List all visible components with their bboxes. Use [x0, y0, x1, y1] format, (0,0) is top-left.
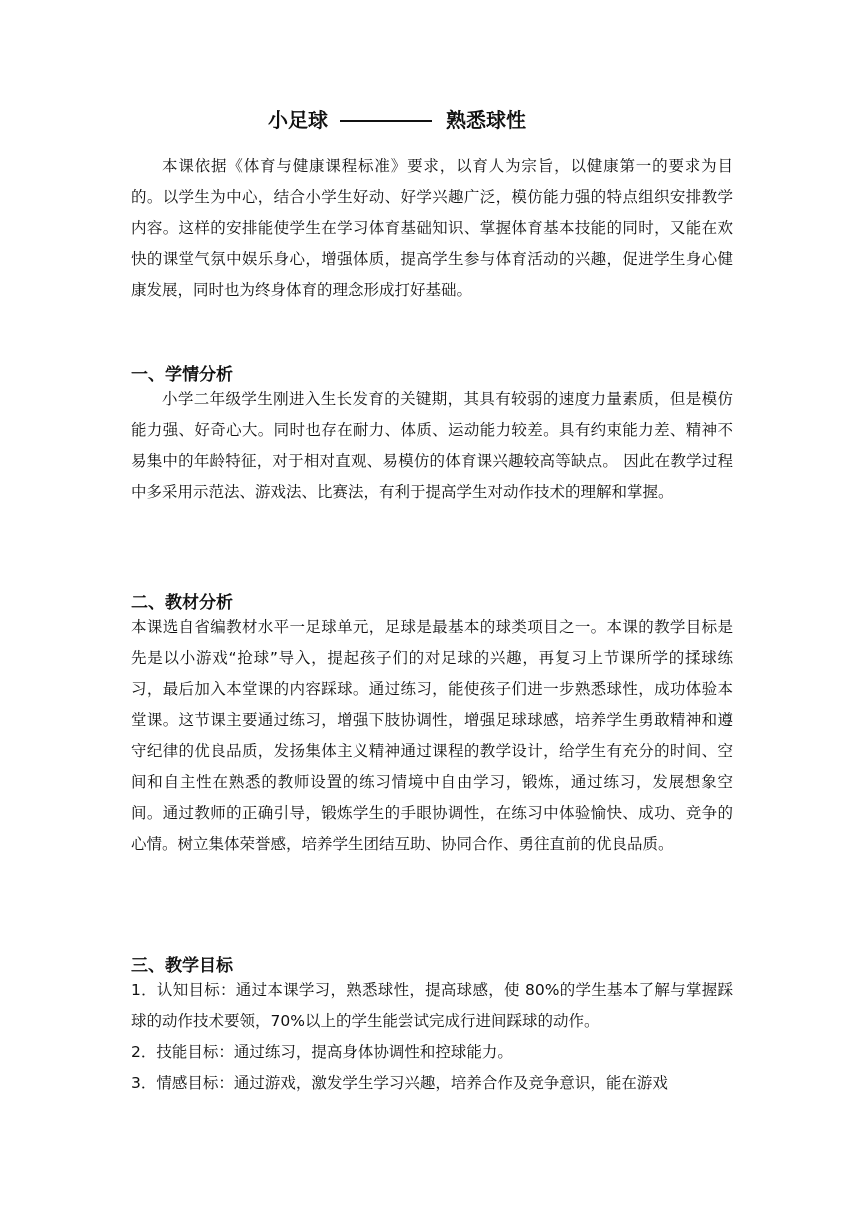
teaching-goal-emotional: 3．情感目标：通过游戏，激发学生学习兴趣，培养合作及竞争意识，能在游戏: [131, 1074, 668, 1092]
section-heading-learner-analysis: 一、学情分析: [131, 365, 233, 385]
section-heading-material-analysis: 二、教材分析: [131, 593, 233, 613]
document-title: [0, 104, 794, 136]
learner-analysis-paragraph: 小学二年级学生刚进入生长发育的关键期，其具有较弱的速度力量素质，但是模仿能力强、好奇心大。同时也存在耐力、体质、运动能力较差。具有约束能力差、精神不易集中的年龄特征，对于相对直观、易模仿的体育课兴趣较高等缺点。 因此在教学过程中多采用示范法、游戏法、比赛法，有利于提高学生对动作技术的理解和掌握。: [131, 390, 733, 501]
teaching-goal-cognitive: 1．认知目标：通过本课学习，熟悉球性，提高球感，使 80%的学生基本了解与掌握踩球的动作技术要领，70%以上的学生能尝试完成行进间踩球的动作。: [131, 981, 733, 1030]
section-heading-teaching-goals: 三、教学目标: [131, 956, 233, 976]
title-dash: [340, 120, 432, 122]
title-right: 熟悉球性: [446, 108, 526, 132]
teaching-goal-skill: 2．技能目标：通过练习，提高身体协调性和控球能力。: [131, 1043, 513, 1061]
material-analysis-paragraph: 本课选自省编教材水平一足球单元，足球是最基本的球类项目之一。本课的教学目标是先是以小游戏“抢球”导入，提起孩子们的对足球的兴趣，再复习上节课所学的揉球练习，最后加入本堂课的内容踩球。通过练习，能使孩子们进一步熟悉球性，成功体验本堂课。这节课主要通过练习，增强下肢协调性，增强足球球感，培养学生勇敢精神和遵守纪律的优良品质，发扬集体主义精神通过课程的教学设计，给学生有充分的时间、空间和自主性在熟悉的教师设置的练习情境中自由学习，锻炼，通过练习，发展想象空间。通过教师的正确引导，锻炼学生的手眼协调性，在练习中体验愉快、成功、竞争的心情。树立集体荣誉感，培养学生团结互助、协同合作、勇往直前的优良品质。: [131, 618, 733, 853]
title-left: 小足球: [268, 108, 328, 132]
intro-paragraph: 本课依据《体育与健康课程标准》要求，以育人为宗旨，以健康第一的要求为目的。以学生为中心，结合小学生好动、好学兴趣广泛，模仿能力强的特点组织安排教学内容。这样的安排能使学生在学习体育基础知识、掌握体育基本技能的同时，又能在欢快的课堂气氛中娱乐身心，增强体质，提高学生参与体育活动的兴趣，促进学生身心健康发展，同时也为终身体育的理念形成打好基础。: [131, 157, 733, 299]
